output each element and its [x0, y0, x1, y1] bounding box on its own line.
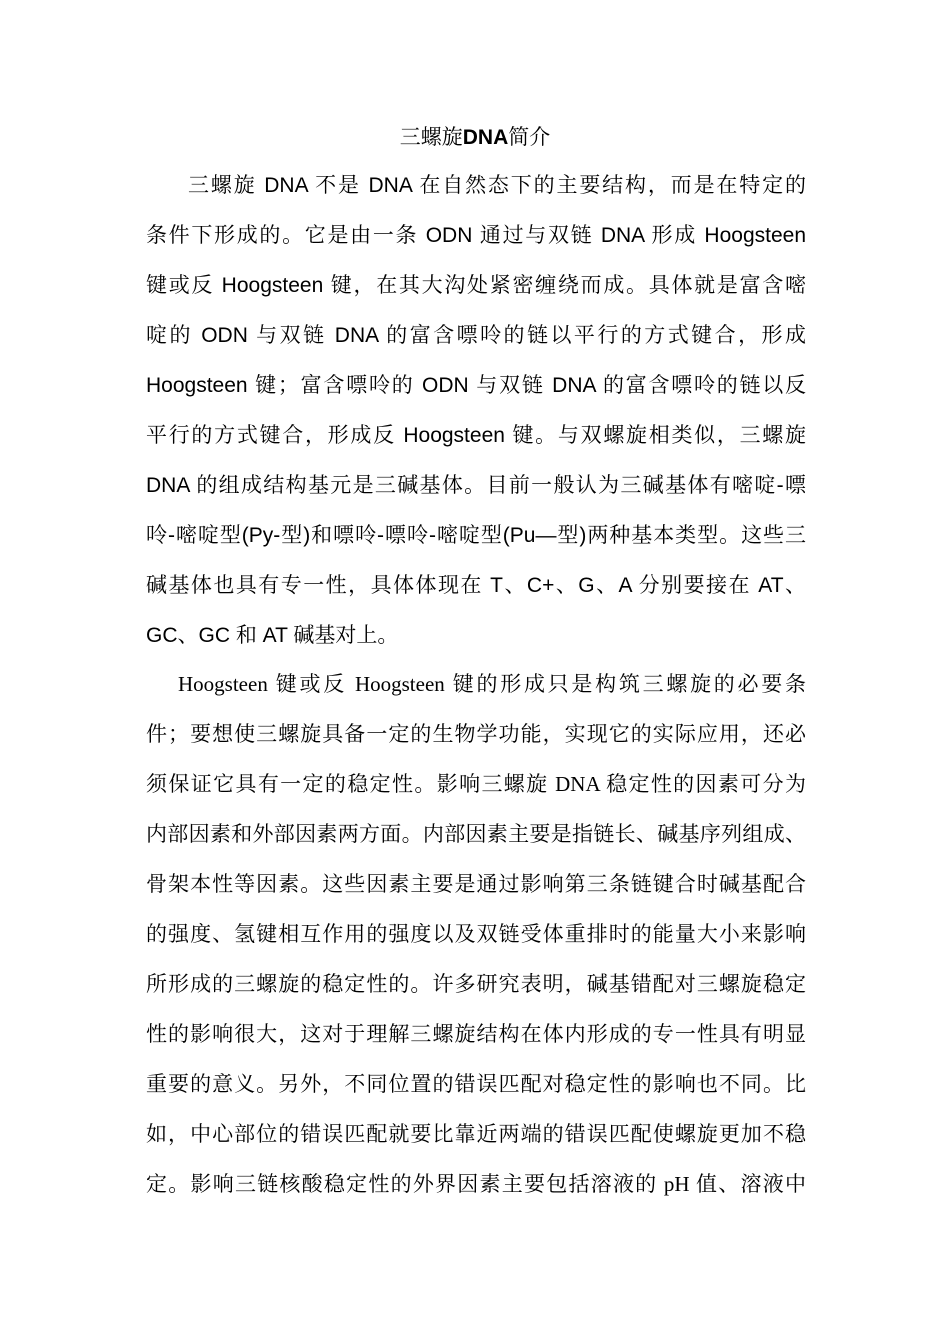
paragraph-2-line: 性的影响很大，这对于理解三螺旋结构在体内形成的专一性具有明显 — [146, 1022, 806, 1046]
paragraph-1-line: Hoogsteen 键；富含嘌呤的 ODN 与双链 DNA 的富含嘌呤的链以反 — [146, 374, 806, 397]
paragraph-2-line: 须保证它具有一定的稳定性。影响三螺旋 DNA 稳定性的因素可分为 — [146, 772, 806, 796]
paragraph-2-line: 定。影响三链核酸稳定性的外界因素主要包括溶液的 pH 值、溶液中 — [146, 1172, 806, 1196]
paragraph-2-line: 重要的意义。另外，不同位置的错误匹配对稳定性的影响也不同。比 — [146, 1072, 806, 1096]
paragraph-2-line: 如，中心部位的错误匹配就要比靠近两端的错误匹配使螺旋更加不稳 — [146, 1122, 806, 1146]
document-title — [0, 122, 950, 153]
paragraph-2-line: 的强度、氢键相互作用的强度以及双链受体重排时的能量大小来影响 — [146, 922, 806, 946]
paragraph-2-line: Hoogsteen 键或反 Hoogsteen 键的形成只是构筑三螺旋的必要条 — [178, 672, 806, 696]
paragraph-2-line: 内部因素和外部因素两方面。内部因素主要是指链长、碱基序列组成、 — [146, 822, 806, 846]
paragraph-1-line: 呤-嘧啶型(Py-型)和嘌呤-嘌呤-嘧啶型(Pu—型)两种基本类型。这些三 — [146, 524, 806, 547]
title-suffix: 简介 — [508, 125, 551, 149]
paragraph-2-line: 骨架本性等因素。这些因素主要是通过影响第三条链键合时碱基配合 — [146, 872, 806, 896]
paragraph-2-line: 件；要想使三螺旋具备一定的生物学功能，实现它的实际应用，还必 — [146, 722, 806, 746]
paragraph-1-line: 键或反 Hoogsteen 键，在其大沟处紧密缠绕而成。具体就是富含嘧 — [146, 274, 806, 297]
paragraph-1-line: 啶的 ODN 与双链 DNA 的富含嘌呤的链以平行的方式键合，形成 — [146, 324, 806, 347]
paragraph-1-line: GC、GC 和 AT 碱基对上。 — [146, 624, 399, 647]
title-bold-dna: DNA — [462, 126, 509, 149]
paragraph-1 — [146, 161, 806, 661]
title-prefix: 三螺旋 — [399, 125, 463, 149]
paragraph-2 — [146, 659, 806, 1209]
paragraph-1-line: 条件下形成的。它是由一条 ODN 通过与双链 DNA 形成 Hoogsteen — [146, 224, 806, 247]
paragraph-1-line: 碱基体也具有专一性，具体体现在 T、C+、G、A 分别要接在 AT、 — [146, 574, 806, 597]
paragraph-2-line: 所形成的三螺旋的稳定性的。许多研究表明，碱基错配对三螺旋稳定 — [146, 972, 806, 996]
paragraph-1-line: DNA 的组成结构基元是三碱基体。目前一般认为三碱基体有嘧啶-嘌 — [146, 474, 806, 497]
paragraph-1-line: 三螺旋 DNA 不是 DNA 在自然态下的主要结构，而是在特定的 — [188, 174, 806, 197]
paragraph-1-line: 平行的方式键合，形成反 Hoogsteen 键。与双螺旋相类似，三螺旋 — [146, 424, 806, 447]
